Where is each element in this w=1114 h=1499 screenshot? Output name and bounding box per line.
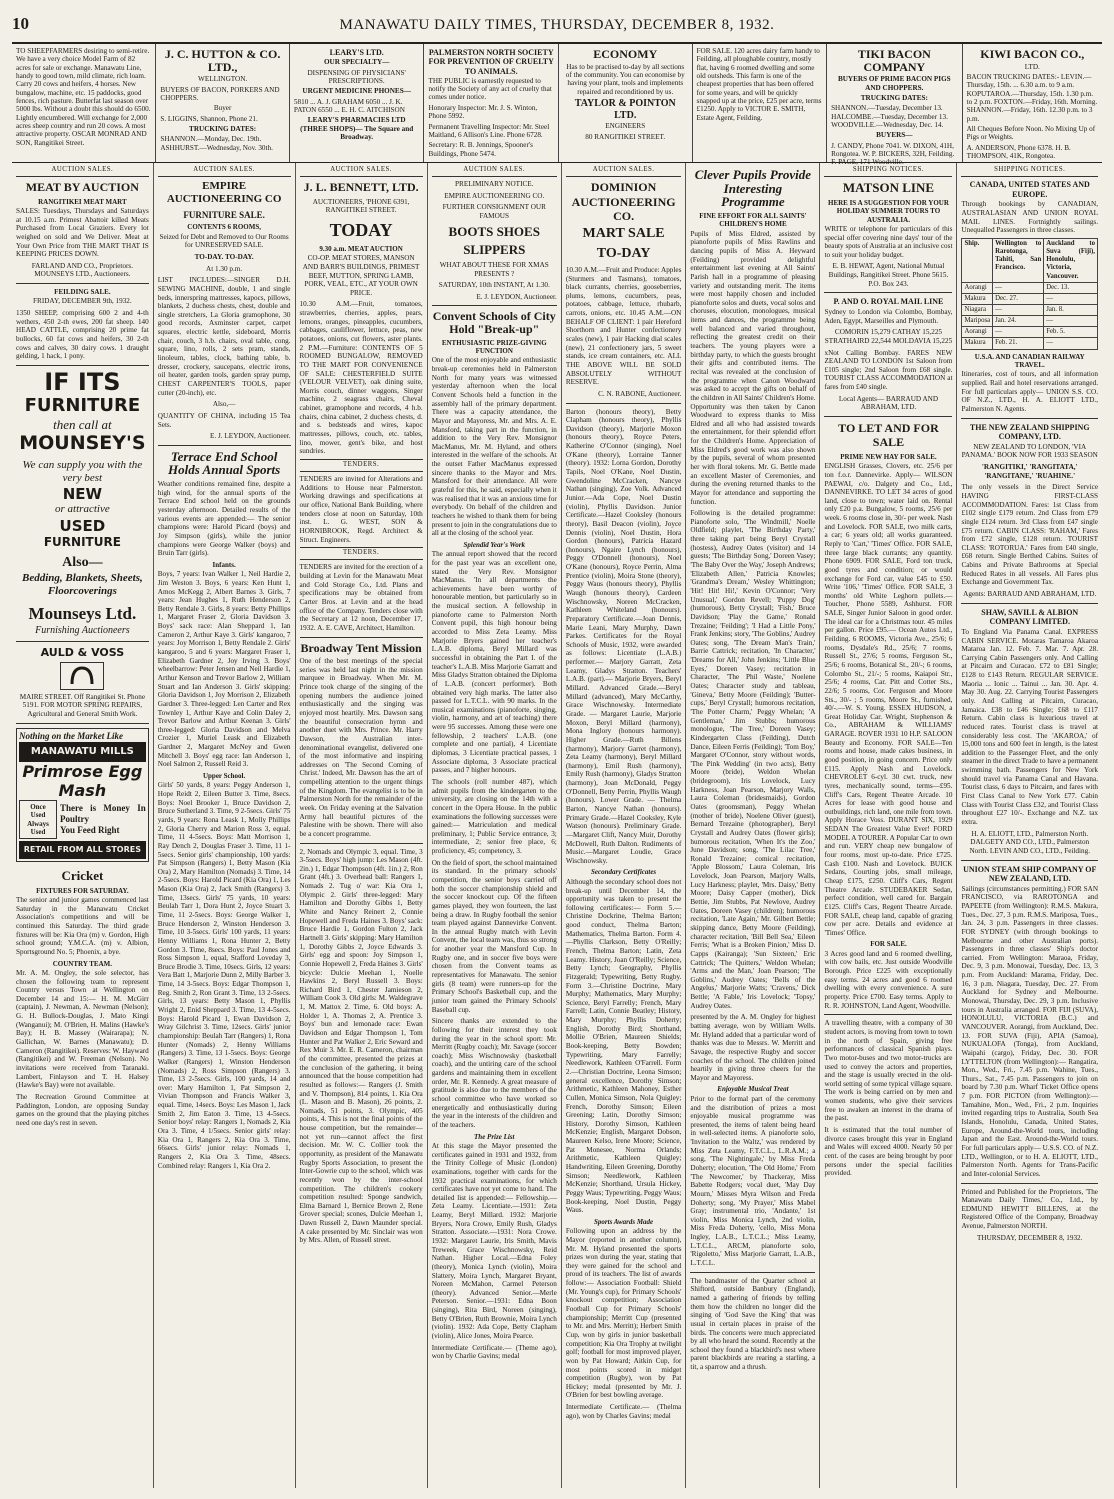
table-cell: Feb. 5. — [1044, 327, 1098, 338]
sailing-table-header: Wellington to Rarotonga, Tahiti, San Francisco. — [993, 238, 1044, 282]
table-cell: — — [993, 327, 1044, 338]
ad-learys-footer: LEARY'S PHARMACIES LTD (THREE SHOPS)— The Square and Broadway. — [300, 116, 414, 142]
furniture-ad-bedding: Bedding, Blankets, Sheets, Floorcoverings — [22, 571, 143, 598]
divider — [961, 603, 1098, 604]
manawatu-mills-ad — [16, 728, 149, 862]
musical-treat-heading: Enjoyable Musical Treat — [717, 1085, 789, 1094]
auld-voss-title: AULD & VOSS — [40, 645, 125, 659]
col5-end: Intermediate Certificate.— (Thelma ago), won by Charles Gavins; medal — [565, 1403, 682, 1420]
matson-body: WRITE or telephone for particulars of this special offer covering nine days' tour of the beauty spots of Australia at an inclusive cost to suit your holiday budget. — [824, 224, 953, 259]
prelim-auctioneer: E. J. LEYDON, Auctioneer. — [476, 292, 557, 301]
mills-ad-badge: Once Used Always Used — [19, 800, 57, 840]
table-cell: Dec. 13. — [1044, 282, 1098, 293]
divider — [824, 416, 952, 417]
meat-auction-body: SALES: Tuesdays, Thursdays and Saturdays at 10.15 a.m. Primest Abattoir killed Meats Purchased from Local Graziers. Every lot weighed on sold and We Deliver. Meat at Your Own Price from THE MART THAT IS KEEPING PRICES DOWN. — [16, 206, 149, 259]
masthead — [12, 14, 1102, 44]
thanks-body: Sincere thanks are extended to the following for their interest they took during the year in the school sport: Mr. Merritt (Rugby coach); Mr. Savage (soccer coach); Miss Wischnowsky (basketball coach), and the untiring care of the school gardens and maintaining them in excellent order, Mr. R. Kennedy. A great measure of gratitude is also due to the members of the school committee who have worked so energetically and enthusiastically during the year in the interests of the children and of the teachers. — [431, 1017, 557, 1129]
canada-body: Through bookings by CANADIAN, AUSTRALASIAN AND UNION ROYAL MAIL LINES. Fortnightly sailings. Unequalled Passengers in three classes. — [961, 200, 1099, 235]
ad-hutton — [156, 44, 290, 162]
ad-hutton-place: WELLINGTON. — [198, 75, 248, 84]
bennett-sale-list: 10.30 A.M.—Fruit, tomatoes, strawberries, cherries, apples, pears, lemons, oranges, pineapples, cucumbers, cabbages, cauliflower, lettuce, peas, new potatoes, onions, cut flowers, aster plants. 2 P.M.—Furniture: CONTENTS OF 5 ROOMED BUNGALOW, REMOVED TO THE MART FOR CONVENIENCE OF SALE: CHESTERFIELD SUITE (VELOUR VELVET), oak dining suite, Morris couch, dinner waggons, Singer machine, 2 seagrass chairs, Cheval cabinet, gramophone and records, 4 h.b. chairs, china cabinet, 2 duchess chests, d. and s. bedsteads and wires, kapoc mattresses, pillows, couch, etc. tables, lino, mower, gent's bike, and host sundries. — [299, 300, 423, 456]
ad-kiwi — [963, 44, 1102, 162]
mills-ad-footer: RETAIL FROM ALL STORES — [19, 841, 146, 859]
divider — [158, 445, 291, 446]
infants-heading: Infants. — [212, 560, 236, 569]
meat-auction-title: MEAT BY AUCTION — [25, 180, 139, 195]
matson-title: MATSON LINE — [842, 180, 935, 196]
secondary-body: Although the secondary school does not break-up until December 14, the opportunity was taken to present the following certificates:— Form 5.—Christine Dockrine, Thelma Barton; good conduct, Thelma Barton; Mathematics, Thelma Barton. Form 4.—Phyllis Clarkson, Betty O'Reilly; French, Thelma Barton; Latin, Zeta Leamy. History, Joan O'Reilly; Science, Betty Lynch; Geography, Phyllis Fitzgerald; Typewriting, Betty Rugby. Form 3.—Christine Doctrine, Mary Murphy; Mathematics, Mary Murphy; Science, Beryl Farrelly; French, Mary Farrell; Latin, Connie Beatley; History, Mary Murphy; Phyllis Doherty; English, Dorothy Bird; Shorthand, Mollie O'Brien, Maureen Shields; Book-keeping, Betty Bowden; Typewriting, Mary Farrelly; Needlework, Kathleen O'Farrell. Form 2.—Christian Doctrine, Leona Simson; general excellence, Dorothy Simson; Arithmetic, Kathleen Mahoney, Esther Cullen, Monica Simson, Nola Quigley; French, Dorothy Simson; Eileen Greening; Latin, Dorothy Simson; History, Dorothy Simson, Kathleen McKenzie; English, Margaret Dobson, Maureen Kelso, Irene Moore; Science, Pat Monesee, Norma Orlands; Arithmetic, Kathleen Quigley; Handwriting, Eileen Greening, Dorothy Simson; Needlework, Kathleen McKenzie; Shorthand, Ursula Hickey, Peggy Waus; Typewriting, Peggy Waus; Book-keeping, Noel Dustin, Peggy Waus. — [565, 877, 682, 1215]
ad-learys-phones: 5810 ... A. J. GRAHAM 6050 ... J. K. PATON 6550 ... E. H. C. AITCHISON — [293, 97, 405, 114]
mills-ad-name: MANAWATU MILLS — [19, 742, 146, 762]
table-cell: Aorangi — [962, 282, 993, 293]
usa-rail-title: U.S.A. AND CANADIAN RAILWAY TRAVEL. — [974, 352, 1085, 370]
clever-pupils-programme: Following is the detailed programme: Pianoforte solo, 'The Windmill,' Noelle Oldfield; playlet, 'The Birthday Party,' three taking part being Beryl Crystall (hostess), Audrey Oates (visitor) and 14 guests; 'The Birthday Song,' Doreen Vasey; 'The Baby Over the Way,' Joseph Andrews; 'Elizabeth Allen,' Patricia Knowles; 'Grandma's Dream,' Wesley Whittington; 'Hit! Hit! Hi!,' Kevin O'Connor; 'Very Unusual,' Gordon Revell; 'Puppy Dog' (humorous), Betty Crystall; 'Fish,' Bruce Davidson; 'Play the Game,' Ronald Trezaine; 'Feilding'; 'I Had a Little Pony,' Frank Jenkins; story, 'The Goblins,' Audrey Oates; song, 'The Dream Man's Train,' Barrie Cattrick; recitation, 'In Character,' 'Dreams for All,' John Jenkins; 'Little Blue Eyes,' Doreen Vasey; recitation in Character, 'The Phil Waste,' Noelene Oates; Character study and tableau, 'Gineva,' Betty Moore (Feilding); 'Butter-cups,' Beryl Crystall; humorous recitation, 'The Potter Charm,' Peggy Whelan; 'A Gentleman,' Jim Stubbs; humorous monologue, 'The Tree,' Doreen Vasey; Kindergarten Class (Feilding), Dutch Dance, Eileen Ferris (Feilding); 'Tom Boy,' Margaret O'Connor, story without words, 'The Pink Wedding' (in two acts), Betty Moore (bride), Weldon Whelan (bridegroom), Iris Lovelock, Lucy Harkness, Joan Pearson, Marjory Walls, Laura Coleman (bridesmaids), Gordon Oates (groomsman), Peggy Whelan (mother of bride), Noelene Oliver (guest), Bernard Trezaine (photographer), Beryl Crystall and Audrey Oates (flower girls); humorous recitation, 'When It's the Zoo,' June Davidson; song, 'The Lilac Tree,' Ronald Trezaine; comical recitation, 'Apple Blossom,' Laura Coleman, Iris Lovelock, Joan Pearson, Marjory Walls, Lucy Harkness; playlet, 'Mrs. Daisy,' Betty Moore; Daisy Capper (mother), Dick Bettie, Jim Stubbs, Pat Newlove, Audrey Oates, Doreen Vasey (children); humorous recitation, 'Late Again,' Mr. Gilbert Bettle; skipping dance, Betty Moore (Feilding), character recitation, 'Bill Bell Sea,' Eileen Ferris; 'What is a Broken Pinion,' Miss D. Capps (Kairanga); 'Sun Sixteen,' Eric Cattrick; 'The Quitters,' Weldon Whelan; 'Arms and the Man,' Joan Pearson; 'The Goblins,' Audrey Oates; 'Bells of the Angelus,' Marjorie Watts; 'Cravens,' Dick Bettle; 'A Fable,' Iris Lovelock; 'Topsy,' Audrey Oates. — [690, 509, 816, 1010]
column-5 — [562, 163, 687, 1488]
col3-section-header: AUCTION SALES. — [300, 165, 423, 177]
furniture-ad-line-7: or attractive — [55, 503, 110, 516]
table-cell: — — [1044, 338, 1098, 349]
ad-economy-address: 80 RANGITIKEI STREET. — [585, 132, 666, 141]
to-let-title: TO LET AND FOR SALE — [838, 421, 939, 450]
prize-list-heading: The Prize List — [474, 1132, 515, 1141]
table-row — [962, 316, 1098, 327]
column-3 — [296, 163, 428, 1488]
page-columns — [12, 163, 1102, 1488]
bennett-meat-body: CO-OP. MEAT STORES, MANSON AND BARR'S BUILDINGS, PRIMEST BEEF, MUTTON, SPRING LAMB, PORK, VEAL, ETC., AT YOUR OWN PRICE. — [302, 254, 420, 297]
bandmaster-story: The bandmaster of the Quarter school at Shiftord, outside Banbury (England), named a gathering of friends by telling them how the children no longer did the singing of 'God Save the King' that was usual in certain places in praise of the birds. The concerts were much appreciated by all who heard the sound. Recently at the school they found a blackbird's nest where parent blackbirds are rearing a starling, a tit, a sparrow and a thrush. — [690, 1276, 816, 1372]
col4-section-header: AUCTION SALES. — [432, 165, 557, 177]
furniture-ad-line-1: IF ITS — [44, 367, 121, 396]
col8-section-header: SHIPPING NOTICES. — [961, 165, 1098, 177]
travelling-theatre: A travelling theatre, with a company of 30 student actors, is moving from town to town in the north of Spain, giving free performances of classical Spanish plays. Two motor-buses and two motor-trucks are used to convey the actors and properties, and the stage is usually erected in the old-world setting of some typical village square. The work is being carried on by men and women students, who give their services free to awaken an interest in the drama of the past. — [824, 1019, 953, 1123]
empire-quantity: QUANTITY OF CHINA, including 15 Tea Sets. — [157, 411, 291, 429]
bennett-today: TODAY — [329, 219, 393, 240]
ad-tiki-buyers-title: BUYERS— — [876, 131, 913, 140]
auld-voss-ad — [16, 646, 149, 719]
convent-subtitle: ENTHUSIASTIC PRIZE-GIVING FUNCTION — [441, 338, 547, 356]
ad-economy — [559, 44, 693, 162]
col1-section-header: AUCTION SALES. — [16, 165, 149, 177]
ad-sheepfarmers-text: TO SHEEPFARMERS desiring to semi-retire. We have a very choice Model Farm of 82 acres for sale or exchange. Manawatu Line, handy to good town, mild climate, rich loam. Carry 20 cows and heifers, 4 horses. New bungalow, machine, etc. 15 paddocks, good fences, rich pasture. Butterfat last season over 5000 lbs. Without a doubt this should do 6500. Lightly encumbered. Will exchange for 2,000 acres sheep country and run 20 cows. A most attractive property. OSCAR MONRAD AND SON, Rangitikei Street. — [16, 47, 151, 147]
ad-learys-title: LEARY'S LTD. — [329, 48, 384, 57]
divider — [300, 843, 423, 844]
divider — [824, 292, 952, 293]
prelim-further: FURTHER CONSIGNMENT OUR FAMOUS — [442, 203, 546, 221]
ad-sheepfarmers — [12, 44, 156, 162]
sailing-table-header: Auckland to Suva (Fiji), Honolulu, Victoria, Vancouver. — [1044, 238, 1098, 282]
col7-section-header: SHIPPING NOTICES. — [824, 165, 952, 177]
empire-time: At 1.30 p.m. — [206, 264, 243, 273]
divorce-estimate: It is estimated that the total number of divorce cases brought this year in England and Wales will exceed 4000. Nearly 50 per cent. of the cases are being brought by poor persons under the special facilities provided. — [824, 1126, 953, 1178]
dominion-mart-sale: MART SALE — [582, 226, 665, 242]
furniture-ad-also: Also— — [62, 555, 103, 571]
po-agents: Local Agents— BARRAUD AND ABRAHAM, LTD. — [838, 394, 939, 412]
feilding-sale-items: 1350 SHEEP, comprising 600 2 and 4-th wethers, 450 2-th ewes, 200 fat sheep. 140 HEAD CATTLE, comprising 20 prime fat bullocks, 60 fat cows and heifers, 30 2-th cows and calves, 30 dairy cows. 1 draught gelding, 1 hack, 1 pony. — [16, 309, 149, 361]
ad-learys — [290, 44, 425, 162]
column-7 — [820, 163, 957, 1488]
ad-spca-inspector1: Honorary Inspector: Mr. J. S. Winton, Phone 5992. — [428, 103, 538, 121]
ad-forsale-farm-text: FOR SALE. 120 acres dairy farm handy to Feilding, all ploughable country, mostly flat, having 6 roomed dwelling and some old outsheds. This farm is one of the cheapest properties that has been offered for some years, and will be quickly snapped up at the price, £25 per acre, terms £1250. Apply to VICTOR E. SMITH, Estate Agent, Feilding. — [696, 47, 822, 122]
table-cell: Niagara — [962, 305, 993, 316]
imprint: Printed and Published for the Proprietors, 'The Manawatu Daily Times,' Co., Ltd., by EDMUND HEWITT BILLENS, at the Registered Office of the Company, Broadway Avenue, Palmerston NORTH. — [961, 1187, 1099, 1231]
table-row — [962, 327, 1098, 338]
furniture-ad-line-3: then call at — [53, 416, 112, 432]
ad-hutton-trucking: SHANNON.—Monday, Dec. 19th. ASHHURST.—Wednesday, Nov. 30th. — [160, 135, 273, 152]
table-cell: Jan. 24. — [993, 316, 1044, 327]
ad-kiwi-title: KIWI BACON CO., — [980, 47, 1085, 61]
tenders2-body: TENDERS are invited for the erection of a building at Levin for the Manawatu Meat and Cold Storage Co., Ltd. Plans and specifications may be obtained from Carter Bros. at Levin and at the head office of the Company. Tenders close with the Secretary at 12 noon, December 17, 1932. A. E. CAVE, Architect, Hamilton. — [299, 563, 423, 632]
table-cell: Makura — [962, 338, 993, 349]
page-number: 10 — [12, 14, 29, 33]
divider — [16, 723, 149, 724]
table-cell: — — [993, 282, 1044, 293]
matson-agent: E. B. HEWAT, Agent, National Mutual Buildings, Rangitikei Street. Phone 5615. P.O. Box 243. — [828, 262, 949, 288]
shaw-agents: H. A. ELIOTT, LTD., Palmerston North. DALGETY AND CO., LTD., Palmerston North. LEVIN AND CO., LTD., Feilding. — [969, 829, 1090, 855]
top-advertisements — [12, 44, 1102, 167]
auld-voss-emblem — [60, 662, 104, 690]
sports-results-continued: 2, Nomads and Olympic 3, equal. Time, 3 3-5secs. Boys' high jump: Les Mason (4ft. 2in.) 1, Edgar Thompson (4ft. 1in.) 2, Ron Grant (4ft.) 3. Overhead ball: Rangers 1, Nomads 2. Tug o' war: Kia Ora 1, Olympic 2. Girls' three-legged: Mary Hamilton and Dorothy Gibbs 1, Betty White and Nancy Reinert 2, Connie Hopewell and Freda Haines 3. Boys' sack: Bruce Hardie 1, Gordon Fulton 2, Jack Hartnell 3. Girls' skipping: Mary Hamilton 1, Dorothy Gibbs 2, Joyce Edwards 3. Girls' egg and spoon: Joy Simpson 1, Connie Hopewell 2, Freda Haines 3. Girls' bicycle: Dulcie Meehan 1, Noelle Hawkins 2, Beryl Russell 3. Boys: Richard Bird 1, Chester Jamieson 2, William Cook 3. Old girls: M. Waldegrave 1, M. Mattox 2. Time, 6. Old boys: A. Holder 1, A. Thomas 2, A. Prentice 3. Boys' bun and lemonade race: Ewan Davidson and Edgar Thompson 1, Tom Hunter and Pat Walker 2, Eric Seward and Rex Muir 3. Mr. E. R. Cameron, chairman of the committee, presented the prizes at the conclusion of the gathering, it being announced that the house competition had resulted as follows:— Rangers (J. Smith and V. Thompson), 814 points, 1. Kia Ora (L. Mason and B. Mason), 26 points, 2. Nomads, 51 points, 3. Olympic, 405 points, 4. This is not the final points of the house competition, but the remainder—not yet run—cannot affect the first decision. Mr. W. C. Collier took the opportunity, as president of the Manawatu Rugby Sports Association, to present the Inter-Gowrie cup to the school, which was recently won by the inter-school competition. The children's cookery competition resulted: Sponge sandwich, Elma Barnard 1, Bernice Brown 2, Rene Grover special; scones, Dulcie Meehan 1, Dawn Russell 2, Dawn Maunder special. A cake presented by Mr. Sinclair was won by Mrs. Allen, of Russell street. — [299, 847, 423, 1245]
sailing-table — [961, 238, 1098, 350]
convent-title: Convent Schools of City Hold "Break-up" — [432, 309, 556, 337]
divider — [961, 860, 1098, 861]
sports-awards-heading: Sports Awards Made — [594, 1217, 654, 1226]
ad-kiwi-agents: A. ANDERSON, Phone 6378. H. B. THOMPSON, 41K, Rongotea. — [966, 143, 1071, 161]
bennett-meat: 9.30 a.m. MEAT AUCTION — [319, 244, 403, 253]
col5-section-header: AUCTION SALES. — [566, 165, 682, 177]
column-2 — [154, 163, 296, 1488]
divider — [16, 641, 149, 642]
sport-body: On the field of sport, the school maintained its standard. In the primary schools' competition, the senior boys carried off both the soccer championship shield and the soccer knockout cup. Of the fifteen games played, they won fourteen, the last being a draw. In Rugby football the senior team played against Dannevirke Convent. In the annual Rugby match with Levin Convent, the local team was, thus so strong for another year the Mansford Cup. In Rugby one, and in soccer five boys were chosen from the Convent teams as representatives for Manawatu. The senior girls (8 team) were runners-up for the Primary School's Basketball cup, and the junior team gained the Primary Schools' Baseball cup. — [431, 858, 557, 1014]
tent-mission-title: Broadway Tent Mission — [300, 640, 422, 655]
table-row — [962, 293, 1098, 304]
mills-ad-tagline: Nothing on the Market Like — [19, 730, 124, 741]
matson-subtitle: HERE IS A SUGGESTION FOR YOUR HOLIDAY SUMMER TOURS TO AUSTRALIA. — [828, 198, 949, 224]
furniture-ad-line-4: MOUNSEY'S — [19, 432, 146, 455]
furniture-ad-line-2: FURNITURE — [24, 395, 141, 417]
upper-school-results: Girls' 50 yards, 8 years: Peggy Anderson 1, Hope Reidt 2, Eileen Butter 3. Time, 8secs. Boys: Noel Brooker 1, Bruce Davidson 2, Bruce Sutherland 3. Time, 9 2-5secs. Girls' 75 yards, 9 years: Rona Leask 1, Molly Phillips 2, Gloria Cherry and Marion Ross 3, equal. Time, 11 4-5secs. Boys: Matt Morrison 1, Ray Dench 2, Douglas Fraser 3. Time, 11 1-5secs. Senior girls' championship, 100 yards: Pat Simpson (Rangers) 1, Betty Mason (Kia Ora) 2, Mary Hamilton (Nomads) 3. Time, 14 2-5secs. Boys: Harold Picard (Kia Ora) 1, Les Mason (Kia Ora) 2, Jack Smith (Rangers) 3. Time, 13secs. Girls' 75 yards, 10 years: Beulah Tarr 1, Dora Hunt 2, Joyce Stuart 3. Time, 11 2-5secs. Boys: George Walker 1, Bruce Henderson 2, Winston Henderson 3. Time, 10 3-5secs. Girls' 100 yards, 11 years: Henny Williams 1, Rona Hunter 2, Betty Gordon 3. Time, 8secs. Boys: Paul Jones and Ross Simpson 1, equal, Stafford Loveday 3, Bruce Brodie 3. Time, 10secs. Girls, 12 years: Vera Batt 1, Marjorie Dunn 2, Milly Barber 3. Time, 14 3-5secs. Boys: Edgar Thompson 1, Reg. Smith 2, Ron Grant 3. Time, 13 2-5secs. Girls, 13 years: Betty Mason 1, Phyllis Wright 2, Enid Sheppard 3. Time, 13 4-5secs. Boys: Harold Picard 1, Ewan Davidson 2, Wray Gilchrist 3. Time, 12secs. Girls' junior championship: Beulah Tarr (Rangers) 1, Rona Hunter (Nomads) 2, Henny Williams (Rangers) 3. Time, 13 1-5secs. Boys: George Walker (Rangers) 1, Winston Henderson (Nomads) 2, Ross Simpson (Rangers) 3. Time, 13 2-5secs. Girls, 100 yards, 14 and over: Mary Hamilton 1, Pat Simpson 2, Vivian Thompson and Francis Walker 3, equal. Time, 14secs. Boys: Les Mason 1, Jack Smith 2, Jim Eaton 3. Time, 13 4-5secs. Senior boys' relay: Rangers 1, Nomads 2, Kia Ora 3. Time, 4 1/5secs. Senior girls' relay: Kia Ora 1, Rangers 2, Kia Ora 3. Time, 66secs. Girls' junior relay: Nomads 1, Rangers 2, Kia Ora 3. Time, 48secs. Combined relay: Rangers 1, Kia Ora 2. — [157, 781, 291, 1170]
nzs-subtitle: NEW ZEALAND TO LONDON, 'VIA PANAMA.' BOOK NOW FOR 1933 SEASON — [961, 442, 1098, 460]
mills-ad-tag1: There is Money In Poultry — [60, 803, 146, 825]
splendid-body: The annual report showed that the record for the past year was an excellent one, stated the Very Rev. Monsignor MacManus. 'In all departments the achievements have been worthy of honourable mention, but particularly so in the musical section. A fellowship in pianoforte came to Palmerston North Convent pupil, this high honour being accorded to Miss Zeta Leamy. Miss Marjorie Bryers gained her teacher's L.A.B. diploma, Beryl Millard was successful in obtaining the Part I. of the teacher's L.A.B. Miss Marjorie Garratt and Miss Gladys Stratton obtained the Diploma of L.A.B. (concert performer). Both obtained very high marks. The latter also passed for L.T.C.L. with 90 marks. In the musical examinations (pianoforte, singing, violin, harmony, and art of teaching) there were 95 successes. Among these were one fellowship, 2 teachers' L.A.B. (one complete and one partial), 4 Licentiate diplomas, 3 Licentiate practical passes, 1 Associate diploma, 3 Associate practical passes, and 7 higher honours. — [431, 550, 557, 775]
ad-learys-subtitle: OUR SPECIALTY— — [323, 58, 390, 67]
table-cell: Aorangi — [962, 327, 993, 338]
newspaper-title: MANAWATU DAILY TIMES, THURSDAY, DECEMBER 8, 1932. — [339, 17, 775, 33]
canada-title: CANADA, UNITED STATES AND EUROPE. — [969, 180, 1090, 199]
furniture-ad-line-6: NEW — [62, 485, 103, 504]
prelim-empire: EMPIRE AUCTIONEERING CO. — [444, 191, 545, 200]
feilding-sale-date: FRIDAY, DECEMBER 9th, 1932. — [33, 297, 132, 306]
country-team-body: Mr. A. M. Ongley, the sole selector, has chosen the following team to represent Country versus Town at Wellington on December 14 and 15:— H. M. McGirr (captain), J. Newman, A. Newman (Nelson); G. H. Bullock-Douglas, J. Mato Kingi (Wanganui); M. O'Brien, H. Malins (Hawke's Bay); H. B. Massey (Wairarapa); N. Gallichan, W. Barnes (Manawatu); D. Cameron (Rangitikei). Reserves: W. Hayward (Rangitikei) and W. Freeman (Nelson). No invitations were received from Taranaki. Lambert, Finlayson and T. H. Halsey (Hawke's Bay) were not available. — [16, 968, 149, 1090]
nzs-ships: 'RANGITIKI,' 'RANGITATA,' 'RANGITANE,' 'RUAHINE.' — [981, 463, 1078, 480]
mounseys-furniture-ad — [16, 367, 149, 637]
table-cell: — — [993, 305, 1044, 316]
empire-today: TO-DAY. TO-DAY. — [194, 253, 254, 261]
prelim-xmas: WHAT ABOUT THESE FOR XMAS PRESENTS ? — [439, 260, 549, 278]
bennett-title: J. L. BENNETT, LTD. — [303, 180, 419, 195]
ad-hutton-body: BUYERS OF BACON, PORKERS AND CHOPPERS. — [160, 85, 280, 102]
ad-hutton-buyer: S. LIGGINS, Shannon, Phone 21. — [160, 114, 258, 123]
po-body: Sydney to London via Colombo, Bombay, Aden, Egypt, Marseilles and Plymouth. — [824, 308, 953, 325]
table-row — [962, 305, 1098, 316]
union-body: Sailings (circumstances permitting.) FOR SAN FRANCISCO, via RAROTONGA and PAPEETE (from Wellington): R.M.S. Makura, Tues., Dec. 27, 3 p.m. R.M.S. Mariposa, Tues., Jan. 24, 3 p.m. Passengers in three classes. FOR SYDNEY (with through bookings to Melbourne and other Australian ports). Passengers in three classes' Ship's doctor carried. From Wellington: Maraoa, Friday, Dec. 9, 3 p.m. Monowai, Tuesday, Dec. 13, 3 p.m. From Auckland: Marama, Friday, Dec. 16, 3 p.m. Niagara, Tuesday, Dec. 27. From Auckland for Sydney and Melbourne. Monowai, Thursday, Dec. 29, 3 p.m. Inclusive tours in Australia arranged. FOR FIJI (SUVA), HONOLULU, VICTORIA (B.C.) and VANCOUVER. Aorangi, from Auckland, Dec. 13. FOR SUVA (Fiji), APIA (Samoa), NUKUALOFA (Tonga), from Auckland, Waipahi (cargo), Friday, Dec. 30. FOR LYTTELTON (from Wellington):— Rangatira, Mon., Wed., Fri., 7.45 p.m. Wahine, Tues., Thurs., Sat., 7.45 p.m. Passengers to join on board by 7.30 p.m. Wharf Ticket Office opens 7 p.m. FOR PICTON (from Wellington):— Tamahine, Mon., Wed., Fri., 2 p.m. Inquiries invited regarding trips to Australia, South Sea Islands, Honolulu, Canada, United States, Europe, Around-the-World tours, including Japan and the East. Around-the-World tours. For full particulars apply— U.S.S. CO. of N.Z. LTD., Wellington, or to H. A. ELIOTT, LTD., Palmerston North. Agents for Trans-Pacific and Inter-colonial Services. — [961, 884, 1099, 1178]
clever-pupils-body: Pupils of Miss Eldred, assisted by pianoforte pupils of Miss Rawlins and dancing pupils of Miss A. Heyward (Feilding) provided delightful entertainment last evening at All Saints' Parish hall in a programme of pleasing variety and outstanding merit. The items were most happily chosen and included pianoforte solos and duets, vocal solos and choruses, elocution, monologues, musical items and dances, the programme being well balanced and varied throughout, reflecting the greatest credit on their teachers. The young players were a birthday party, to which the guests brought their gifts and contributed items. The recital was revealed at the conclusion of the programme when Canon Woodward was asked to accept the gifts on behalf of the children in All Saints' Children's Home. Opportunity was then taken by Canon Woodward to express thanks to Miss Eldred and all who had assisted towards the entertainment, for their splendid effort for the Children's Home. Appreciation of Miss Eldred's good work was also shown by the pupils, several of whom presented her with floral tokens. Mr. G. Bettle made an excellent Master of Ceremonies, and during the evening returned thanks to the Mayor for attendance and supporting the function. — [690, 229, 816, 506]
ad-spca — [424, 44, 559, 162]
sailing-table-header: Ship. — [962, 238, 993, 282]
ad-economy-firm-sub: ENGINEERS — [605, 122, 646, 131]
sports-awards-body: Following upon an address by the Mayor (reported in another column), Mr. M. Hyland presented the sports prizes won during the year, stating that they were gained for the school and proud of its teachers. The list of awards follow:— Association Football: Shield (Mr. Young's cup), for Primary Schools' knockout competition; Association Football Cup for Primary Schools' championship; Merritt Cup (presented to Mr. and Mrs. Merritt); Herbert Smith Cup, won by girls in junior basketball competition; Kia Ora Trophy at twilight golf; football for most improved player, won by Pat Howard; Aitkin Cup, for most points scored in midget competition (Rugby), won by Pat Hickey; medal (presented by Mr. J. O'Brien for best bowling average. — [565, 1227, 682, 1400]
dominion-auctioneer: C. N. RABONE, Auctioneer. — [598, 389, 682, 398]
ad-economy-title: ECONOMY — [593, 47, 658, 61]
ad-tiki-trucking: SHANNON.—Tuesday, December 13. HALCOMBE.—Tuesday, December 13. WOODVILLE.—Wednesday, Dec. 14. — [831, 104, 948, 129]
secondary-heading: Secondary Certificates — [591, 868, 657, 877]
prelim-slippers: SLIPPERS — [463, 242, 526, 258]
table-cell: Makura — [962, 293, 993, 304]
intermediate-cert: Intermediate Certificate.— (Theme ago), won by Charlie Gavins; medal — [431, 1343, 557, 1361]
feilding-sale-title: FEILDING SALE. — [54, 288, 111, 297]
ad-learys-body: DISPENSING OF PHYSICIANS' PRESCRIPTIONS. — [307, 68, 406, 85]
cricket-title: Cricket — [61, 868, 104, 884]
ad-spca-inspector2: Permanent Travelling Inspector: Mr. Steel Maitland, 6 Allison's Line. Phone 6728. — [428, 122, 550, 139]
empire-contents: CONTENTS 6 ROOMS, — [187, 223, 261, 232]
column-8 — [957, 163, 1102, 1488]
clever-pupils-subtitle: FINE EFFORT FOR ALL SAINTS' CHILDREN'S HOME — [699, 211, 807, 229]
ad-hutton-title: J. C. HUTTON & CO. LTD., — [164, 47, 281, 74]
divider — [16, 283, 149, 284]
infants-results: Boys, 7 years: Ivan Walker 1, Neil Hardie 2, Jim Weston 3. Boys, 6 years: Ken Hunt 1, Amos McKegg 2, Albert Barnes 3. Girls, 7 years: Jean Hughes 1, Ruth Henderson 2, Betty Rendale 3. Girls, 8 years: Betty Phillips 1, Margaret Fraser 2, Gloria Davidson 3. Boys' sack race: Alan Sheppard 1, Ian Cameron 2, Arthur Kaye 3. Girls' kangaroo, 7 years: Joy Morrison 1, Betty Rendale 2. Girls' kangaroo, 5 and 6 years: Margaret Fraser 1, Elizabeth Gardner 2, Joy Irving 3. Boys' wheelbarrow: Peter Jensen and Neil Hardie 1, Arthur Kenson and Trevor Barlow 2, William Stuart and Ian Anderson 3. Girls' skipping: Gloria Davidson 1, Joy Morrison 2, Elizabeth Gardner 3. Three-legged: Len Carter and Rex Townley 1, Arthur Kaye and Colin Daley 2, Trevor Barlow and Arthur Keenan 3. Girls' three-legged: Gloria Davidson and Melva Crozier 1, Muriel Leask and Elizabeth Gardner 2, Margaret McNey and Gwen Mitchell 3. Boys' egg race: Ian Anderson 1, Noel Salmon 2, Russell Reid 3. — [157, 570, 291, 769]
mounseys-name: Mounseys Ltd. — [28, 604, 137, 624]
auld-voss-address: MAIRE STREET. Off Rangitikei St. Phone 5191. FOR MOTOR SPRING REPAIRS, Agricultural and General Smith Work. — [19, 692, 146, 719]
country-team-heading: COUNTRY TEAM. — [52, 959, 112, 968]
ad-tiki-body: BUYERS OF PRIME BACON PIGS AND CHOPPERS. — [837, 75, 951, 92]
for-sale-body: 3 Acres good land and 6 roomed dwelling, with cow bails, etc. Just outside Woodville Borough. Price £225 with exceptionally easy terms. 24 acres and good 6 roomed dwelling with every convenience. A sure property. Price £700. Easy terms. Apply to R. R. JOHNSTON, Land Agent, Woodville. — [824, 949, 953, 1010]
tent-mission-body: One of the best meetings of the special series was held last night in the mission marquee in Broadway. When Mr. M. Prince took charge of the singing of the opening numbers the audience joined enthusiastically and the singing was enjoyed most heartily. Mrs. Dawson sang the beautiful consecration hymn and another duet with Mrs. Prince. Mr. Harry Dawson, the Australian inter-denominational evangelist, delivered one of the most informative and inspiring addresses on 'The Second Coming of Christ.' Indeed, Mr. Dawson has the art of compelling attention to the urgent things of the Kingdom. The evangelist is to be in Palmerston North for the remainder of the week. On Friday evening at the Salvation Army hall beautiful pictures of the Palestine with be shown. There will also be a concert programme. — [299, 657, 423, 838]
ad-kiwi-sub: LTD. — [1024, 62, 1040, 71]
cricket-body: The senior and junior games commenced last Saturday in the Manawatu Cricket Association's competitions and will be continued this Saturday. The third grade fixtures will be: Kia Ora (m) v. Gordon, High school ground; Y.M.C.A. (m) v. Albion, Sportsground No. 5; Phoenix, a bye. — [16, 896, 149, 956]
prelim-boots: BOOTS SHOES — [448, 223, 540, 239]
nzs-body: The only vessels in the Direct Service HAVING FIRST-CLASS ACCOMMODATION. Fares: 1st Class from £102 single £179 return. 2nd Class from £79 single £124 return. 3rd Class from £47 single £75 return. CABIN CLASS: 'RAHAM,' Fares from £72 single, £128 return. TOURIST CLASS: 'ROTORUA.' Fares from £40 single, £68 return. Single Berthed Cabins. Suites of Cabins and Private Bathrooms at Special Reduced Rates in all vessels. All Fares plus Exchange and Government Tax. — [961, 483, 1099, 587]
table-cell: Jan. 8. — [1044, 305, 1098, 316]
dominion-body: 10.30 A.M.—Fruit and Produce: Apples (Sturmers and Tasmans), tomatoes, black currants, cherries, gooseberries, plums, lemons, cucumbers, peas, potatoes, cabbage, lettuce, rhubarb, carrots, onions, etc. 10.45 A.M.—ON BEHALF OF CLIENT: 1 pair Hereford Shorthorn and Hunter confectionery scales (new), 1 pair Hacking dial scales (new), 21 confectionery jars, 5 sweet stands, ice cream containers, etc. ALL THE ABOVE WILL BE SOLD ABSOLUTELY WITHOUT RESERVE. — [565, 265, 682, 387]
empire-also: Also,— — [212, 400, 236, 409]
table-cell: Feb. 21. — [993, 338, 1044, 349]
prelim-date: SATURDAY, 10th INSTANT, At 1.30. — [438, 281, 550, 290]
shaw-body: To England Via Panama Canal. EXPRESS CABIN SERVICE. Motaras Tamaroa Akaroa Mataroa Jan. 12. Feb. 7. Mar. 7. Apr. 28. Carrying Cabin Passengers only. And Calling at Pitcairn and Curacao. £72 to £81 Single; £128 to £143 Return. REGULAR SERVICE. Maoria ... Ionic ... Tainui ... Jan. 30. Apr. 4. May 30. Aug. 22. Carrying Tourist Passengers only. And Calling at Pitcairn, Curacao, Jamaica. £38 to £46 Single; £68 to £117 Return. Cabin class is luxurious travel at reduced rates. Tourist class is travel at considerably less cost. The 'AKAROA,' of 15,000 tons and 600 feet in length, is the latest addition to the Passenger Fleet, and the only steamer in the direct Trade to have a permanent swimming bath. Passengers for New York should travel via Panama Canal and Havana. Tourist class, 6 days to Pitcairn, and fares with First Class Canal to New York £77. Cabin Class with Tourist Class £32, and Tourist Class throughout £27 10/-. Exchange and N.Z. tax extra. — [961, 627, 1099, 826]
mounseys-subtitle: Furnishing Auctioneers — [35, 624, 130, 636]
to-let-hay: PRIME NEW HAY FOR SALE. — [840, 452, 937, 461]
empire-furniture-sale: FURNITURE SALE. — [183, 209, 265, 220]
ad-economy-body: Has to be practised to-day by all sections of the community. You can economise by having your plant, tools and implements repaired and reconditioned by us. — [565, 62, 685, 96]
cricket-fixtures-heading: FIXTURES FOR SATURDAY. — [36, 886, 129, 895]
prelim-notice: PRELIMINARY NOTICE. — [455, 180, 534, 189]
po-fares: xNot Calling Bombay. FARES NEW ZEALAND TO LONDON 1st Saloon from £105 single; 2nd Saloon from £68 single. TOURIST CLASS ACCOMMODATION at fares from £40 single. — [824, 348, 953, 392]
ad-spca-title: PALMERSTON NORTH SOCIETY FOR PREVENTION OF CRUELTY TO ANIMALS. — [428, 48, 554, 76]
divider — [961, 1183, 1098, 1184]
table-row — [962, 282, 1098, 293]
column-1 — [12, 163, 154, 1488]
mayor-thanks: presented by the A. M. Ongley for highest batting average, won by William Wells. Mr. Hyland added that a particular word of thanks was due to Messrs. W. Merritt and Savage, the respective Rugby and soccer coaches of the school. The children joined heartily in giving three cheers for the Mayor and Mayoress. — [690, 1013, 816, 1082]
horseshoe-icon — [64, 666, 100, 686]
union-title: UNION STEAM SHIP COMPANY OF NEW ZEALAND, LTD. — [963, 864, 1097, 884]
ad-tiki-buyers: J. CANDY, Phone 7041. W. DIXON, 41H, Rongotea. W. P. BICKERS, 32H, Feilding. F. PAGE, 171 Woodville. — [831, 141, 955, 167]
tenders1-body: TENDERS are invited for Alterations and Additions to House near Palmerston. Working drawings and specifications at our office, National Bank Building, where tenders close at noon on Saturday, 10th inst. L. G. WEST, SON & HORNIBROOK, Regd. Architect & Struct. Engineers. — [299, 475, 423, 544]
empire-auctioneer: E. J. LEYDON, Auctioneer. — [210, 432, 291, 441]
nzs-agents: Agents: BARRAUD AND ABRAHAM, LTD. — [963, 590, 1097, 599]
empire-list: LIST INCLUDES:—SINGER D.H. SEWING MACHINE, double, 1 and single beds, innerspring mattresses, kapocs, pillows, blankets, 2 duchess chests, chest, double and single stretchers, La Gloria gramophone, 30 good records, Axminster carpet, carpet squares, electric kettle, sideboard, Morris chair, couch, 3 h.b. chairs, oval table, cong. square, lino, rolls, 2 sets pram, stands, linoleum, tables, clock, bathing table, b. dresser, crockery, saucepans, electric irons, oil heater, garden tools, garden spray pump, CHEST CARPENTER'S TOOLS, paper cutter (20-inch), etc. — [157, 276, 291, 397]
ad-forsale-farm — [693, 44, 828, 162]
nzs-title: THE NEW ZEALAND SHIPPING COMPANY, LTD. — [969, 422, 1090, 442]
ad-hutton-trucking-title: TRUCKING DATES: — [189, 124, 257, 133]
divider — [432, 305, 557, 306]
col2-section-header: AUCTION SALES. — [158, 165, 291, 177]
mills-ad-product: Primrose Egg Mash — [22, 761, 143, 800]
ad-hutton-buyer-label: Buyer — [213, 104, 232, 113]
ad-tiki — [827, 44, 963, 167]
furniture-ad-line-9: FURNITURE — [43, 534, 121, 549]
column-4 — [428, 163, 562, 1488]
table-cell: Dec. 27. — [993, 293, 1044, 304]
divider — [566, 403, 682, 404]
clever-pupils-title: Clever Pupils Provide Interesting Programme — [694, 167, 812, 210]
ad-tiki-title: TIKI BACON COMPANY — [857, 47, 931, 74]
tenders2-heading: TENDERS. — [300, 547, 423, 560]
imprint-date: THURSDAY, DECEMBER 8, 1932. — [977, 1233, 1083, 1242]
tenders1-heading: TENDERS. — [300, 459, 423, 472]
ad-spca-body: THE PUBLIC is earnestly requested to notify the Society of any act of cruelty that comes under notice. — [428, 76, 552, 102]
bennett-subtitle: AUCTIONEERS, 'PHONE 6391, RANGITIKEI STREET. — [312, 197, 410, 215]
po-title: P. AND O. ROYAL MAIL LINE — [833, 297, 944, 307]
empire-title: EMPIRE AUCTIONEERING CO — [166, 180, 282, 206]
for-sale-heading: FOR SALE. — [870, 940, 907, 949]
musical-treat-body: Prior to the formal part of the ceremony and the distribution of prizes a most enjoyable musical programme was presented, the items of talent being heard in well-selected items. A pianoforte solo, 'Invitation to the Waltz,' was rendered by Miss Zeta Leamy, F.T.C.L., L.R.A.M.; a song, 'The Nightingale,' by Miss Freda Doherty; elocution, 'The Old Home,' From 'The Newcomer,' by Thackeray, Miss Babette Rodgers; vocal duet, 'May Day Mourn,' Misses Myra Wilson and Freda Doherty; song, 'My Prayer,' Miss Mabel Gray; instrumental trio, 'Andante,' 1st violin, Miss Monica Lynch, 2nd violin, Miss Freda Doherty, 'cello, Miss Mona Ingley, L.A.B., L.T.C.L.; Miss Leamy, L.T.C.L., ARCM, pianoforte solo, 'Rigoletto,' Miss Marjorie Garratt, L.A.B., L.T.C.L. — [690, 1094, 816, 1268]
table-row — [962, 338, 1098, 349]
to-let-items: ENGLISH Grasses, Clovers, etc. 25/6 per ton f.o.r. Dannevirke. Apply— WILSON PAEWAI, c/o. Dalgety and Co., Ltd., DANNEVIRKE. TO LET 34 acres of good land, close to town; water laid on. Rental only £20 p.a. Bungalow, 5 rooms, 25/6 per week. 6 rooms close in, 30/- per week. Nash and Lovelock. FOR SALE, two milk carts, a car; 6 years old; all works guaranteed. Reply to 'Cart,' 'Times' Office. FOR SALE, three large black currants; any quantity. Phone 6909. FOR SALE, Ford ton truck, good tyres and condition; or would exchange for Ford car, value £45 to £50. Write '106,' 'Times' Office. FOR SALE, 3 months' old White Leghorn pullets.—Toucher, Phone 5589, Ashhurst. FOR SALE, Singer Junior Saloon in good order. The ideal car for a Christmas tour. 45 miles per gallon. Price £95.— Ocean Autos Ltd., Feilding. 6 ROOMS, Victoria Ave., 25/6; 6 rooms, Dysdale's Rd., 25/6; 7 rooms, Russell St., 27/6; 5 rooms, Ferguson St., 25/6; 6 rooms, Botanical St., 20/-; 6 rooms, Colombo St., 21/-; 5 rooms, Kaiapoi Str., 25/6; 4 rooms, Car. Pitt and Cotter Sts., 22/6; 5 rooms, Cor. Ferguson and Moore Sts., 30/- ; 5 rooms, Moore St., furnished, 40/-.—W. S. Young. ESSEX HUDSON, a Great Holiday Car. Wright, Stephenson & Co., ABRAHAM & WILLIAMS' GARAGE. ROVER 1931 10 H.P. SALOON Beauty and Economy. FOR SALE—Ten rooms and house, made cakes business, in good position, in going concern. Price only £115. Apply Nash and Lovelock. CHEVROLET 6-cyl. 30 cwt. truck, new tyres, mechanically sound, terms—£95. Cliff's Cars, Regent Theatre Arcade. 10 Acres for lease with good house and outbuildings, rich land, one mile from town. Apply Horace Voss. DURANT SIX, 1929 SEDAN The Greatest Value Ever! FORD MODEL A TOURER. A Popular Car to own and run. VERY cheap new bungalow of four rooms, most up-to-date. Price £725. Cash £100. Nash and Lovelock. BUICK Sedans, Courting jobs, small mileage, Cheap £175, £250. Cliff's Cars, Regent Theatre Arcade. STUDEBAKER Sedan, perfect condition, well cared for. Bargain £125. Cliff's Cars, Regent Theatre Arcade. FOR SALE, cheap land, capable of grazing cow per acre. Details and evidence at 'Times' Office. — [824, 462, 953, 937]
terrace-end-body: Weather conditions remained fine, despite a high wind, for the annual sports of the Terrace End school held on the grounds yesterday afternoon. Detailed results of the various events are appended:— The senior champions were: Harold Picard (boys) and Joy Simpson (girls), while the junior champions were George Walker (boys) and Bruin Tarr (girls). — [157, 480, 291, 558]
furniture-ad-line-8: USED — [59, 516, 106, 535]
table-cell: Mariposa — [962, 316, 993, 327]
divider — [300, 637, 423, 638]
divider — [824, 1014, 952, 1015]
convent-body: One of the most enjoyable and enthusiastic break-up ceremonies held in Palmerston North for many years was witnessed yesterday afternoon when the local Convent Schools held a function in the assembly hall of the primary department. There was a capacity attendance, the Mayor and Mayoress, Mr. and Mrs. A. E. Mansford, taking part in the function, in addition to the Very Rev. Monsignor MacManus, Mr. M. Hyland, and others interested in the welfare of the schools. At the outset Father MacManus expressed sincere thanks to the Mayor and Mrs. Mansford for their attendance. All were grateful for this, he said, especially when it was realised that it was an anxious time for everybody. On behalf of the children and teachers he wished to thank them for being present to join in the congratulations due to all at the closing of the school year. — [431, 356, 557, 538]
meat-mart-name: RANGITIKEI MEAT MART — [38, 197, 127, 206]
usa-rail-body: Itineraries, cost of tours, and all information supplied. Rail and hotel reservations arranged. For full particulars apply— UNION S.S. CO. OF N.Z., LTD., H. A. ELIOTT LTD., Palmerston N. Agents. — [961, 370, 1099, 413]
ad-kiwi-trucking: BACON TRUCKING DATES:- LEVIN.—Thursday, 15th. ... 6.30 a.m. to 9 a.m. KOPUTAROA.—Thursday, 15th. 1.30 p.m. to 2 p.m. FOXTON.—Friday, 16th. Morning. SHANNON.—Friday, 16th. 12.30 p.m. to 3 p.m. — [966, 72, 1098, 123]
prize-list-body: At this stage the Mayor presented the certificates gained in 1931 and 1932, from the Trinity College of Music (London) examinations, together with cards for the 1932 practical examinations, for which certificates have not yet come to hand. The detailed list is appended:— Fellowship.—Zeta Leamy. Licentiate.—1931: Zeta Leamy, Beryl Millard. 1932: Marjorie Bryers, Nora Crowe, Emily Rush, Gladys Stratton. Associate.—1931: Nora Crowe. 1932: Margaret Laurie, Iris Smith, Mavis Treweek, Grace Wischnowsky, Reid Nathan. Higher Local.—Edna Foley (theory), Monica Lynch (violin), Moira Slattery, Moira Lynch, Margaret Bryant, Noreen McMahon, Carmel Peterson (theory). Advanced Senior.—Merle Peterson. Senior.—1931: Edna Boon (singing), Rita Bird, Noreen (singing), Betty O'Brien, Ruth Brownie, Moira Lynch (violin). 1932: Ada Cope, Betty Clapham (violin), Alice Jones, Moira Pearce. — [431, 1141, 557, 1341]
table-cell: — — [1044, 293, 1098, 304]
ad-tiki-trucking-title: TRUCKING DATES: — [860, 93, 928, 102]
cricket-end: The Recreation Ground Committee at Paddington, London, are opposing Sunday games on the ground that the playing pitches need one day's rest in seven. — [16, 1092, 149, 1127]
empire-seized: Seized for Debt and Removed to Our Rooms for UNRESERVED SALE. — [159, 232, 289, 250]
furniture-ad-line-5: We can supply you with the very best — [22, 459, 143, 485]
mills-ad-tag2: You Feed Right — [60, 825, 120, 836]
divider — [690, 1272, 815, 1273]
shaw-title: SHAW, SAVILL & ALBION COMPANY LIMITED. — [981, 607, 1079, 627]
divider — [16, 365, 149, 366]
ad-learys-urgent: URGENT MEDICINE PHONES— — [302, 87, 411, 96]
table-cell: — — [1044, 316, 1098, 327]
dominion-title: DOMINION AUCTIONEERING CO. — [571, 180, 676, 223]
po-ships: COMORIN 15,279 CATHAY 15,225 STRATHAIRD 22,544 MOLDAVIA 15,225 — [824, 328, 953, 345]
divider — [961, 418, 1098, 419]
terrace-end-title: Terrace End School Holds Annual Sports — [168, 448, 281, 478]
schools-body: The schools (roll number 487), which admit pupils from the kindergarten to the university, are closing on the 14th with a concert in the Opera House. In the public examinations the following successes were gained:— Matriculation and medical preliminary, 1; Public Service entrance, 3; intermediate, 2; senior free place, 6; proficiency, 45; competency, 3. — [431, 777, 557, 856]
ad-kiwi-note: All Cheques Before Noon. No Mixing Up of Pigs or Weights. — [966, 125, 1096, 142]
dominion-today: TO-DAY — [596, 246, 651, 262]
upper-school-heading: Upper School. — [202, 771, 246, 780]
ad-economy-firm: TAYLOR & POINTON LTD. — [574, 97, 676, 121]
column-6 — [686, 163, 820, 1488]
ad-spca-secretary: Secretary: R. B. Jennings, Spooner's Buildings, Phone 5474. — [428, 141, 533, 158]
splendid-heading: Splendid Year's Work — [463, 540, 525, 549]
convent-continued: Barton (honours theory), Betty Clapham (honours theory), Phyllis Davidson (theory), Marjorie Moxon (honours theory), Royce Peters, Katherine O'Connor (singing), Noel O'Kane (theory), Lorraine Tanner (theory). 1932: Lorna Gordon, Dorothy Tapils, Noel O'Kane, Noel Dustin, Gwendoline McCracken, Nancye Nathan (singing), Zoe Volk. Advanced Junior.—Ada Cope, Noel Dustin (violin), Phyllis Davidson. Junior Certificate.—Hazel Cooksley (honours theory), Basil Deacon (violin), Joyce Dennis (violin), Noel Dustin, Hora Gordon (honours), Patricia Hazard (honours), Ngaire Lynch (honours), Peggy O'Donnell (honours), Noel O'Kane (honours), Royce Perrin, Alma Prentice (violin), Moira Stone (theory), Peggy Waus (honours theory), Phyllis Waugh (honours theory), Cardeen Wischnowsky, Noreen McCracken, Kathleen Whiteland (honours). Preparatory Certificate.—Joan Dennis, Marie Leani, Mary Murphy, Dawn Parkes. Certificates for the Royal Schools of Music, 1932, were awarded as follows: Licentiate (L.A.B.) performer.— Marjory Garratt, Zeta Leamy, Gladys Stratton. Teachers' L.A.B. (part).— Marjorie Bryers, Beryl Millard. Advanced Grade.—Beryl Millard (advanced), Mary McCarthy, Grace Wischnowsky. Intermediate Grade. — Margaret Laurie, Marjorie Moxon, Beryl Millard (harmony), Mona Inglory (honours harmony). Higher Grade.—Ruth Billens (harmony), Marjory Garret (harmony), Zeta Leamy (harmony), Beryl Millard (harmony), Emil Rush (harmony), Emily Rush (harmony), Gladys Stratton (harmony), Joan McDonald, Peggy O'Donnell, Betty Perrin, Phyllis Waugh (honours). Lower Grade. — Thelma Barton, Nancye Nathan (honours). Primary Grade.—Hazel Cooksley, Kyle Watson (honours). Preliminary Grade.—Margaret Clift, Nancy Muir, Dorothy McDowell, Ruth Dalton. Rudiments of Music.—Margaret Loudie, Grace Wischnowsky. — [565, 407, 682, 865]
meat-auction-firm: FARLAND AND CO., Proprietors. MOUNSEYS LTD., Auctioneers. — [31, 261, 134, 279]
